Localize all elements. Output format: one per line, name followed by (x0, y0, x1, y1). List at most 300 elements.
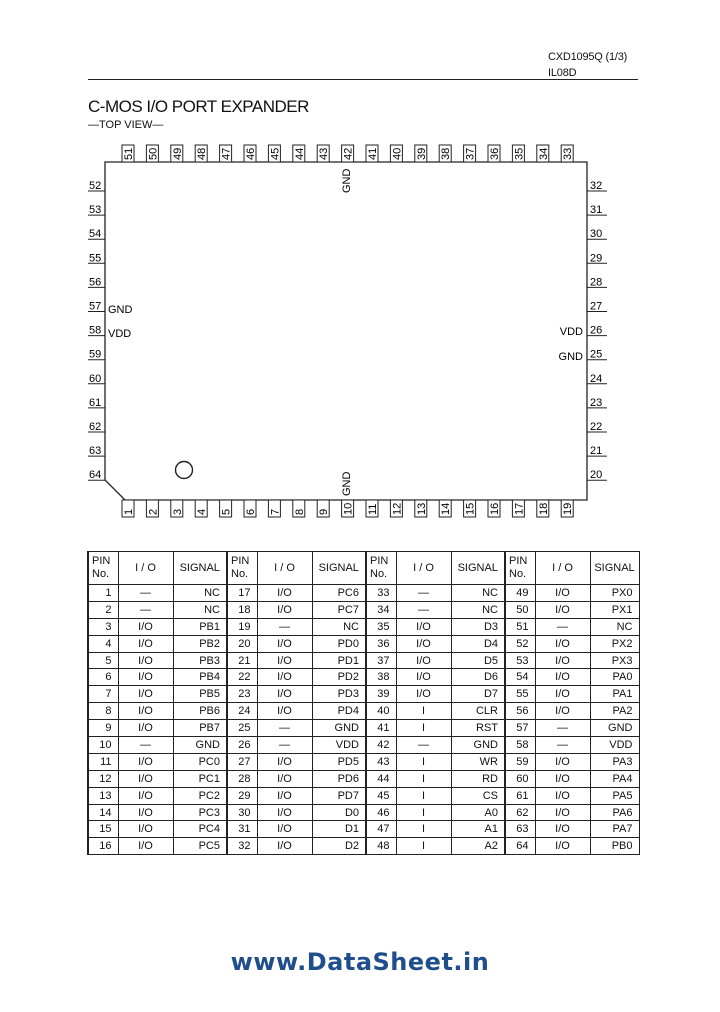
signal-cell: PX2 (590, 635, 639, 652)
gnd-left-label: GND (108, 304, 133, 316)
pin-number-cell: 58 (505, 737, 535, 754)
io-cell: I/O (118, 635, 173, 652)
io-cell: I/O (257, 635, 312, 652)
signal-cell: PA3 (590, 753, 639, 770)
io-cell: — (118, 585, 173, 602)
left-pin-number: 52 (89, 180, 102, 192)
pin-number-cell: 12 (88, 770, 118, 787)
io-cell: — (257, 720, 312, 737)
signal-cell: PB3 (173, 652, 227, 669)
header-pin: PIN No. (505, 552, 535, 585)
pin-number-cell: 13 (88, 787, 118, 804)
io-cell: I/O (396, 635, 451, 652)
bottom-pin-number: 8 (293, 508, 306, 515)
top-pin-number: 33 (562, 147, 575, 160)
left-pin-number: 56 (89, 276, 102, 289)
signal-cell: PC4 (173, 821, 227, 838)
signal-cell: D7 (451, 686, 505, 703)
io-cell: — (535, 720, 590, 737)
io-cell: I/O (118, 669, 173, 686)
pin-number-cell: 59 (505, 753, 535, 770)
bottom-pin-number: 1 (123, 508, 135, 515)
io-cell: I/O (257, 669, 312, 686)
pin-number-cell: 24 (227, 703, 257, 720)
io-cell: I/O (118, 652, 173, 669)
bottom-pin-number: 7 (269, 508, 282, 515)
right-pin-number: 31 (590, 204, 603, 217)
io-cell: I (396, 804, 451, 821)
signal-cell: VDD (312, 737, 366, 754)
pin-number-cell: 45 (366, 787, 396, 804)
pin-assignment-table (87, 551, 640, 855)
io-cell: — (396, 585, 451, 602)
top-pin-number: 45 (269, 147, 282, 160)
gnd-bottom-label: GND (341, 471, 353, 496)
signal-cell: PD4 (312, 703, 366, 720)
pin-number-cell: 46 (366, 804, 396, 821)
signal-cell: PD1 (312, 652, 366, 669)
pin-number-cell: 60 (505, 770, 535, 787)
pin-number-cell: 8 (88, 703, 118, 720)
pin-number-cell: 64 (505, 838, 535, 855)
page-title: C-MOS I/O PORT EXPANDER (88, 97, 309, 116)
io-cell: I/O (396, 618, 451, 635)
pin-number-cell: 42 (366, 737, 396, 754)
signal-cell: NC (590, 618, 639, 635)
pin-number-cell: 20 (227, 635, 257, 652)
right-pin-number: 24 (590, 372, 603, 385)
signal-cell: PA1 (590, 686, 639, 703)
right-pin-number: 22 (590, 421, 603, 433)
signal-cell: NC (451, 585, 505, 602)
pin-number-cell: 41 (366, 720, 396, 737)
table-row (88, 618, 639, 635)
bottom-pin-number: 17 (513, 502, 526, 515)
signal-cell: NC (312, 618, 366, 635)
pin-number-cell: 37 (366, 652, 396, 669)
signal-cell: PC5 (173, 838, 227, 855)
watermark-link[interactable]: www.DataSheet.in (230, 948, 490, 976)
signal-cell: GND (590, 720, 639, 737)
bottom-pin-number: 14 (440, 502, 453, 515)
left-pin-number: 64 (89, 469, 102, 482)
right-pin-number: 29 (590, 252, 603, 265)
io-cell: I/O (118, 838, 173, 855)
pin-number-cell: 57 (505, 720, 535, 737)
left-pin-number: 55 (89, 252, 102, 265)
left-pin-number: 59 (89, 348, 102, 361)
pin-number-cell: 11 (88, 753, 118, 770)
io-cell: — (396, 601, 451, 618)
signal-cell: PD7 (312, 787, 366, 804)
table-row (88, 787, 639, 804)
signal-cell: RD (451, 770, 505, 787)
pin-number-cell: 16 (88, 838, 118, 855)
io-cell: I/O (535, 635, 590, 652)
signal-cell: PA7 (590, 821, 639, 838)
part-number: CXD1095Q (1/3) (548, 51, 628, 63)
header-io: I / O (535, 552, 590, 585)
pin-number-cell: 31 (227, 821, 257, 838)
top-pin-number: 38 (440, 147, 453, 160)
signal-cell: PC6 (312, 585, 366, 602)
signal-cell: PB2 (173, 635, 227, 652)
top-pin-number: 44 (293, 147, 306, 160)
table-row (88, 720, 639, 737)
pin-number-cell: 23 (227, 686, 257, 703)
pin-number-cell: 26 (227, 737, 257, 754)
signal-cell: GND (451, 737, 505, 754)
pin-number-cell: 53 (505, 652, 535, 669)
vdd-left-label: VDD (108, 328, 132, 340)
pin-number-cell: 9 (88, 720, 118, 737)
bottom-pin-number: 19 (562, 502, 575, 515)
signal-cell: PB5 (173, 686, 227, 703)
right-pin-number: 32 (590, 180, 603, 192)
table-row (88, 652, 639, 669)
pin-number-cell: 63 (505, 821, 535, 838)
io-cell: I/O (535, 787, 590, 804)
io-cell: I/O (118, 720, 173, 737)
pin-number-cell: 4 (88, 635, 118, 652)
header-signal: SIGNAL (173, 552, 227, 585)
right-pin-number: 21 (590, 445, 603, 458)
bottom-pin-number: 15 (464, 502, 477, 515)
io-cell: I/O (257, 838, 312, 855)
bottom-pin-number: 10 (342, 502, 355, 515)
top-pin-number: 51 (123, 147, 135, 160)
io-cell: I/O (535, 585, 590, 602)
header-pin: PIN No. (227, 552, 257, 585)
pin-number-cell: 39 (366, 686, 396, 703)
top-pin-number: 37 (464, 147, 477, 160)
io-cell: I/O (535, 821, 590, 838)
bottom-pin-number: 3 (171, 508, 184, 515)
signal-cell: D4 (451, 635, 505, 652)
signal-cell: PX1 (590, 601, 639, 618)
top-pin-number: 50 (147, 147, 160, 160)
pin-number-cell: 5 (88, 652, 118, 669)
document-code: IL08D (548, 67, 577, 79)
signal-cell: D1 (312, 821, 366, 838)
left-pin-number: 62 (89, 421, 102, 433)
signal-cell: D6 (451, 669, 505, 686)
pin-number-cell: 55 (505, 686, 535, 703)
right-pin-column (587, 180, 607, 481)
signal-cell: PC1 (173, 770, 227, 787)
io-cell: I/O (118, 770, 173, 787)
io-cell: I/O (535, 804, 590, 821)
bottom-pin-number: 5 (220, 508, 233, 515)
signal-cell: NC (173, 585, 227, 602)
top-pin-number: 39 (415, 147, 428, 160)
io-cell: I/O (396, 686, 451, 703)
pin-number-cell: 40 (366, 703, 396, 720)
table-row (88, 635, 639, 652)
io-cell: — (118, 601, 173, 618)
view-subtitle: —TOP VIEW— (88, 119, 164, 131)
signal-cell: CLR (451, 703, 505, 720)
signal-cell: PA2 (590, 703, 639, 720)
io-cell: I/O (257, 686, 312, 703)
table-row (88, 686, 639, 703)
top-pin-number: 34 (537, 147, 550, 160)
right-pin-number: 25 (590, 348, 603, 361)
vdd-right-label: VDD (559, 326, 583, 338)
signal-cell: PA5 (590, 787, 639, 804)
right-pin-number: 20 (590, 469, 603, 482)
top-pin-number: 49 (171, 147, 184, 160)
pin-number-cell: 56 (505, 703, 535, 720)
signal-cell: D5 (451, 652, 505, 669)
signal-cell: PB1 (173, 618, 227, 635)
signal-cell: WR (451, 753, 505, 770)
io-cell: I/O (118, 787, 173, 804)
io-cell: I/O (257, 753, 312, 770)
io-cell: I/O (396, 669, 451, 686)
signal-cell: RST (451, 720, 505, 737)
signal-cell: A0 (451, 804, 505, 821)
signal-cell: D0 (312, 804, 366, 821)
pin-number-cell: 36 (366, 635, 396, 652)
io-cell: I/O (257, 770, 312, 787)
io-cell: I/O (257, 703, 312, 720)
pin-number-cell: 52 (505, 635, 535, 652)
left-pin-number: 60 (89, 372, 102, 385)
io-cell: I (396, 770, 451, 787)
io-cell: I/O (257, 585, 312, 602)
io-cell: I/O (118, 821, 173, 838)
header-io: I / O (118, 552, 173, 585)
signal-cell: D2 (312, 838, 366, 855)
io-cell: I/O (535, 669, 590, 686)
signal-cell: CS (451, 787, 505, 804)
top-pin-number: 43 (318, 147, 331, 160)
table-row (88, 838, 639, 855)
left-pin-number: 53 (89, 204, 102, 217)
left-pin-number: 61 (89, 396, 102, 409)
pin-number-cell: 50 (505, 601, 535, 618)
io-cell: I/O (257, 787, 312, 804)
signal-cell: A2 (451, 838, 505, 855)
header-io: I / O (257, 552, 312, 585)
top-pin-number: 42 (342, 147, 355, 160)
pin-number-cell: 34 (366, 601, 396, 618)
bottom-pin-number: 11 (367, 503, 379, 515)
signal-cell: PB7 (173, 720, 227, 737)
left-pin-number: 54 (89, 228, 102, 241)
io-cell: I/O (118, 686, 173, 703)
signal-cell: NC (451, 601, 505, 618)
signal-cell: GND (173, 737, 227, 754)
top-pin-row (122, 145, 574, 162)
pin-number-cell: 35 (366, 618, 396, 635)
io-cell: I/O (118, 753, 173, 770)
table-row (88, 753, 639, 770)
signal-cell: PX3 (590, 652, 639, 669)
bottom-pin-number: 2 (147, 508, 160, 515)
signal-cell: VDD (590, 737, 639, 754)
io-cell: I/O (257, 652, 312, 669)
pin-number-cell: 33 (366, 585, 396, 602)
signal-cell: PB6 (173, 703, 227, 720)
io-cell: I/O (535, 753, 590, 770)
right-pin-number: 28 (590, 276, 603, 289)
bottom-pin-number: 4 (196, 508, 209, 515)
io-cell: I/O (535, 601, 590, 618)
top-pin-number: 36 (489, 147, 501, 160)
io-cell: I/O (257, 804, 312, 821)
pin-number-cell: 47 (366, 821, 396, 838)
io-cell: I/O (535, 686, 590, 703)
signal-cell: PA0 (590, 669, 639, 686)
signal-cell: PA6 (590, 804, 639, 821)
table-row (88, 601, 639, 618)
pin-number-cell: 38 (366, 669, 396, 686)
bottom-pin-row (122, 500, 574, 517)
io-cell: I (396, 753, 451, 770)
pin-number-cell: 21 (227, 652, 257, 669)
pin-number-cell: 2 (88, 601, 118, 618)
gnd-right-label: GND (558, 351, 583, 363)
table-row (88, 585, 639, 602)
io-cell: I/O (118, 618, 173, 635)
table-row (88, 770, 639, 787)
pin-number-cell: 27 (227, 753, 257, 770)
bottom-pin-number: 12 (391, 502, 404, 515)
io-cell: I (396, 821, 451, 838)
table-row (88, 804, 639, 821)
io-cell: I/O (535, 838, 590, 855)
io-cell: I (396, 787, 451, 804)
pin-number-cell: 25 (227, 720, 257, 737)
io-cell: I/O (535, 652, 590, 669)
pin-number-cell: 19 (227, 618, 257, 635)
pin-number-cell: 44 (366, 770, 396, 787)
io-cell: I/O (535, 770, 590, 787)
signal-cell: PC0 (173, 753, 227, 770)
top-pin-number: 40 (391, 147, 404, 160)
signal-cell: PB0 (590, 838, 639, 855)
header-signal: SIGNAL (590, 552, 639, 585)
pin-number-cell: 61 (505, 787, 535, 804)
right-pin-number: 23 (590, 396, 603, 409)
pin-number-cell: 49 (505, 585, 535, 602)
pin-number-cell: 10 (88, 737, 118, 754)
signal-cell: PC7 (312, 601, 366, 618)
io-cell: — (535, 618, 590, 635)
pin-number-cell: 43 (366, 753, 396, 770)
pin-number-cell: 48 (366, 838, 396, 855)
table-row (88, 703, 639, 720)
pin-number-cell: 17 (227, 585, 257, 602)
table-header-row (88, 552, 639, 585)
pin-number-cell: 14 (88, 804, 118, 821)
left-pin-column (88, 180, 105, 481)
left-pin-number: 58 (89, 324, 102, 337)
io-cell: I/O (396, 652, 451, 669)
pin-number-cell: 51 (505, 618, 535, 635)
signal-cell: PC3 (173, 804, 227, 821)
pin-number-cell: 29 (227, 787, 257, 804)
header-pin: PIN No. (88, 552, 118, 585)
top-pin-number: 41 (367, 147, 379, 160)
top-pin-number: 35 (513, 147, 526, 160)
signal-cell: PD3 (312, 686, 366, 703)
pin-number-cell: 3 (88, 618, 118, 635)
right-pin-number: 27 (590, 300, 603, 313)
bottom-pin-number: 13 (415, 502, 428, 515)
signal-cell: PD0 (312, 635, 366, 652)
io-cell: I (396, 703, 451, 720)
bottom-pin-number: 9 (318, 508, 331, 515)
table-row (88, 821, 639, 838)
io-cell: — (257, 737, 312, 754)
io-cell: I/O (257, 601, 312, 618)
io-cell: — (257, 618, 312, 635)
pin-number-cell: 30 (227, 804, 257, 821)
pin-number-cell: 15 (88, 821, 118, 838)
signal-cell: PD5 (312, 753, 366, 770)
signal-cell: D3 (451, 618, 505, 635)
io-cell: I/O (257, 821, 312, 838)
left-pin-number: 63 (89, 445, 102, 458)
io-cell: — (118, 737, 173, 754)
signal-cell: PC2 (173, 787, 227, 804)
pin-number-cell: 54 (505, 669, 535, 686)
signal-cell: A1 (451, 821, 505, 838)
signal-cell: PB4 (173, 669, 227, 686)
top-pin-number: 47 (220, 147, 233, 160)
signal-cell: PD6 (312, 770, 366, 787)
bottom-pin-number: 6 (245, 508, 257, 515)
table-row (88, 737, 639, 754)
signal-cell: NC (173, 601, 227, 618)
top-pin-number: 46 (245, 147, 257, 160)
right-pin-number: 30 (590, 228, 603, 241)
io-cell: I/O (118, 804, 173, 821)
header-pin: PIN No. (366, 552, 396, 585)
gnd-top-label: GND (341, 168, 353, 193)
io-cell: I/O (535, 703, 590, 720)
pin-number-cell: 32 (227, 838, 257, 855)
header-signal: SIGNAL (451, 552, 505, 585)
pin-number-cell: 6 (88, 669, 118, 686)
header-signal: SIGNAL (312, 552, 366, 585)
signal-cell: PX0 (590, 585, 639, 602)
top-pin-number: 48 (196, 147, 209, 160)
io-cell: — (535, 737, 590, 754)
table-row (88, 669, 639, 686)
package-body (105, 162, 587, 500)
left-pin-number: 57 (89, 300, 102, 313)
io-cell: I/O (118, 703, 173, 720)
right-pin-number: 26 (590, 324, 603, 337)
signal-cell: PD2 (312, 669, 366, 686)
signal-cell: GND (312, 720, 366, 737)
bottom-pin-number: 16 (489, 502, 501, 515)
io-cell: — (396, 737, 451, 754)
pin-number-cell: 28 (227, 770, 257, 787)
signal-cell: PA4 (590, 770, 639, 787)
pin-number-cell: 18 (227, 601, 257, 618)
io-cell: I (396, 720, 451, 737)
pin-number-cell: 22 (227, 669, 257, 686)
pin-number-cell: 1 (88, 585, 118, 602)
header-io: I / O (396, 552, 451, 585)
io-cell: I (396, 838, 451, 855)
pin-number-cell: 62 (505, 804, 535, 821)
